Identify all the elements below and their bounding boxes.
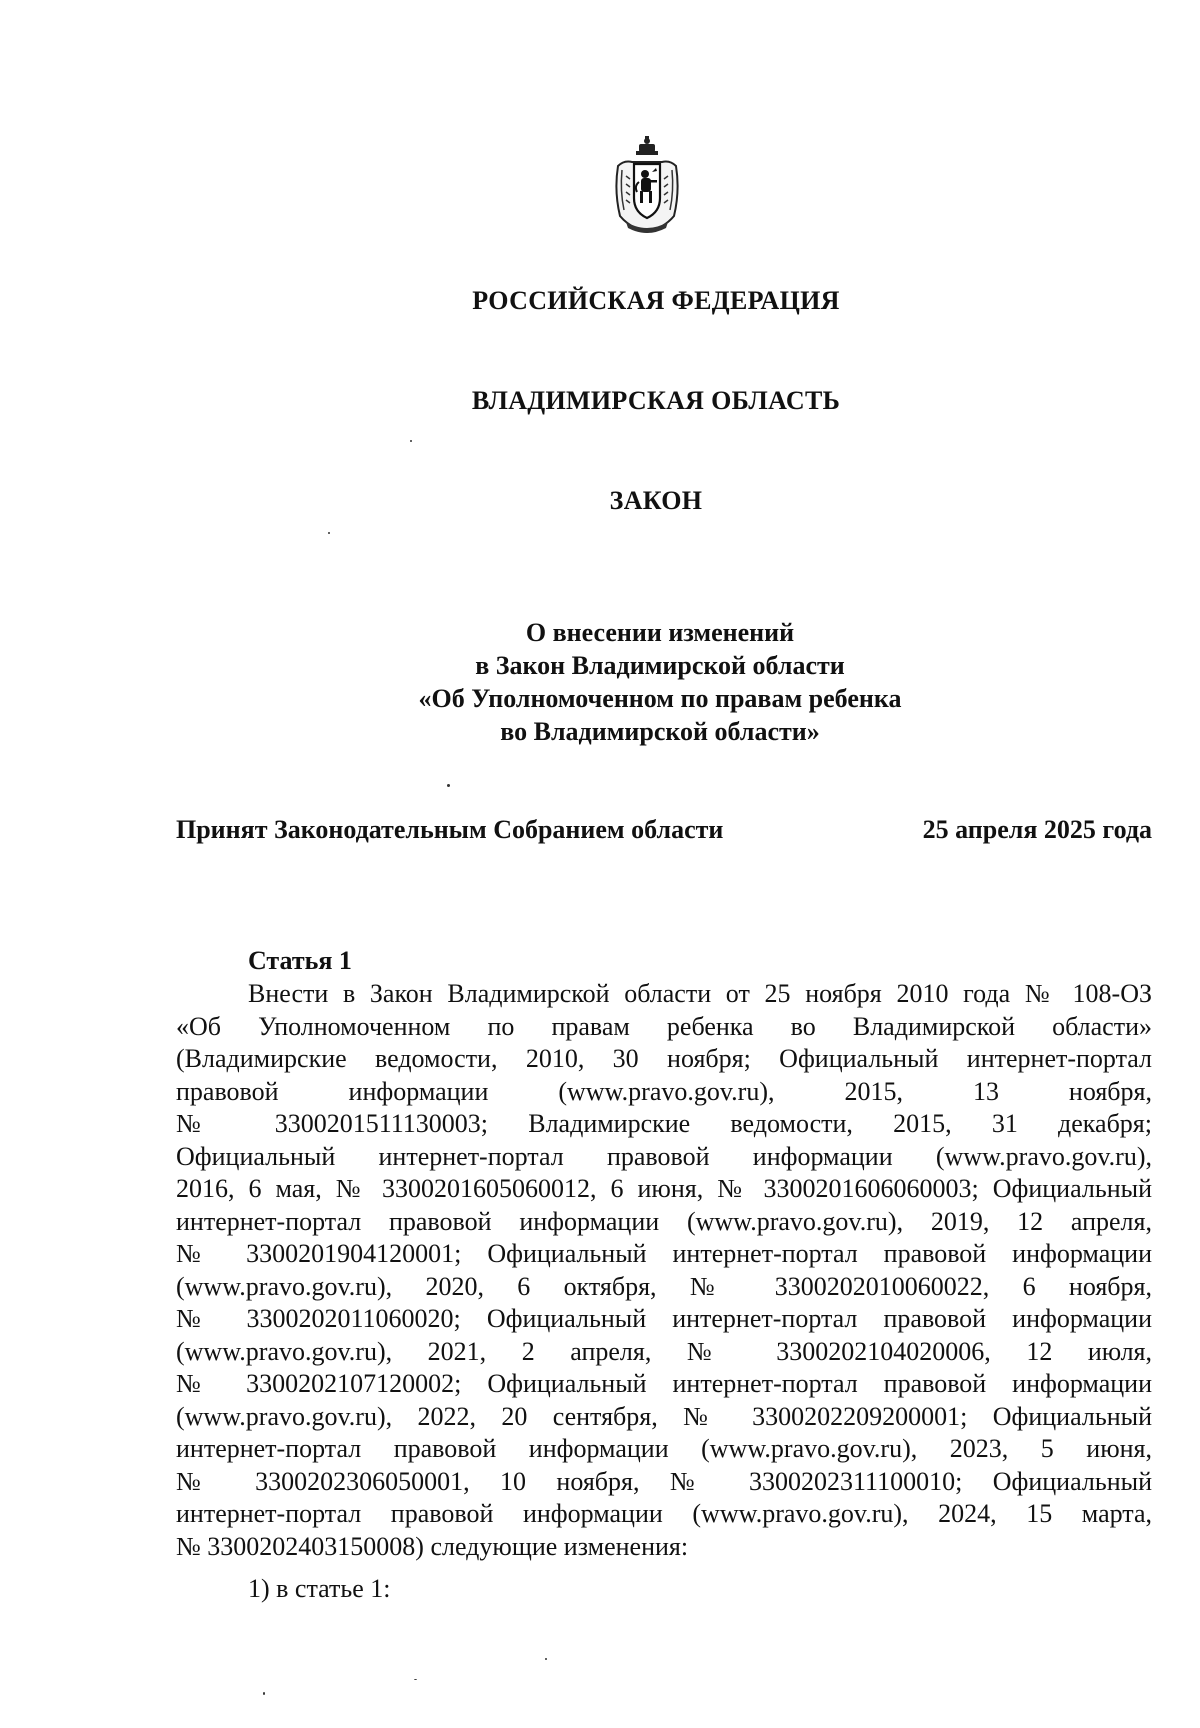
law-title-line: во Владимирской области»	[500, 717, 820, 746]
body-line: 2016, 6 мая, № 3300201605060012, 6 июня, № 3300201606060003; Официальный	[176, 1174, 1152, 1203]
law-title-line: «Об Уполномоченном по правам ребенка	[418, 684, 902, 713]
body-line: № 3300202107120002; Официальный интернет-портал правовой информации	[176, 1369, 1152, 1398]
scan-speck	[545, 1658, 547, 1660]
list-item-1: 1) в статье 1:	[248, 1574, 391, 1603]
body-line: (www.pravo.gov.ru), 2021, 2 апреля, № 3300202104020006, 12 июля,	[176, 1336, 1152, 1366]
scan-speck	[447, 784, 450, 787]
law-title-line: в Закон Владимирской области	[475, 651, 845, 680]
scan-speck	[263, 1692, 265, 1695]
body-line: № 3300202011060020; Официальный интернет-портал правовой информации	[176, 1304, 1152, 1333]
article-heading: Статья 1	[248, 946, 352, 975]
body-line: Внести в Закон Владимирской области от 25 ноября 2010 года № 108-ОЗ	[248, 979, 1152, 1008]
body-line: № 3300202403150008) следующие изменения:	[176, 1531, 689, 1561]
body-line: (Владимирские ведомости, 2010, 30 ноября; Официальный интернет-портал	[176, 1044, 1152, 1073]
law-title	[360, 616, 960, 748]
body-line: (www.pravo.gov.ru), 2020, 6 октября, № 3300202010060022, 6 ноября,	[176, 1271, 1152, 1301]
body-line: № 3300201904120001; Официальный интернет-портал правовой информации	[176, 1239, 1152, 1268]
adoption-date: 25 апреля 2025 года	[922, 815, 1152, 844]
law-title-line: О внесении изменений	[525, 618, 795, 647]
region-heading: ВЛАДИМИРСКАЯ ОБЛАСТЬ	[471, 386, 841, 415]
body-line: № 3300202306050001, 10 ноября, № 3300202311100010; Официальный	[176, 1466, 1152, 1496]
scan-speck	[410, 440, 412, 442]
country-heading: РОССИЙСКАЯ ФЕДЕРАЦИЯ	[472, 286, 840, 315]
body-line: (www.pravo.gov.ru), 2022, 20 сентября, № 3300202209200001; Официальный	[176, 1401, 1152, 1431]
scan-speck	[414, 1679, 417, 1680]
body-line: правовой информации (www.pravo.gov.ru), 2015, 13 ноября,	[176, 1076, 1152, 1106]
scan-speck	[328, 532, 330, 534]
body-line: интернет-портал правовой информации (www.pravo.gov.ru), 2019, 12 апреля,	[176, 1206, 1152, 1236]
body-line: «Об Уполномоченном по правам ребенка во Владимирской области»	[176, 1011, 1152, 1041]
document-type-heading: ЗАКОН	[609, 486, 703, 515]
adoption-line	[176, 815, 1152, 845]
adopted-by-text: Принят Законодательным Собранием области	[176, 815, 724, 844]
body-line: Официальный интернет-портал правовой информации (www.pravo.gov.ru),	[176, 1141, 1152, 1171]
body-line: № 3300201511130003; Владимирские ведомости, 2015, 31 декабря;	[176, 1109, 1152, 1138]
coat-of-arms-icon	[612, 136, 682, 236]
body-line: интернет-портал правовой информации (www.pravo.gov.ru), 2023, 5 июня,	[176, 1434, 1152, 1463]
article-body	[176, 978, 1152, 1563]
body-line: интернет-портал правовой информации (www.pravo.gov.ru), 2024, 15 марта,	[176, 1499, 1152, 1528]
